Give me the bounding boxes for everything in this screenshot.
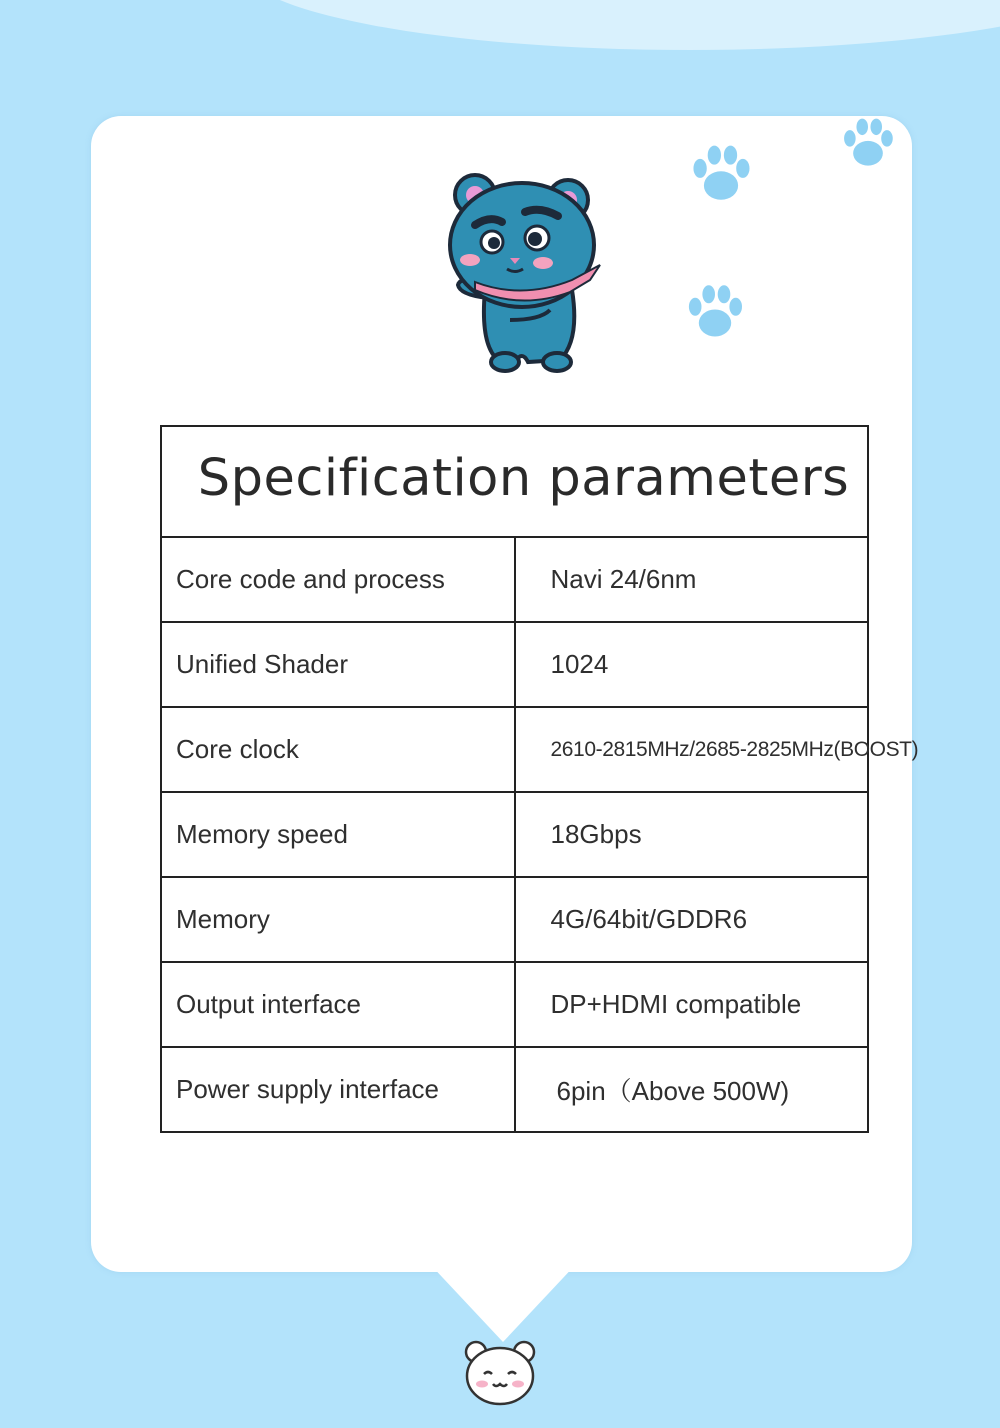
- table-row: [161, 877, 868, 962]
- paw-print-icon: [676, 278, 754, 350]
- row-value: 18Gbps: [515, 792, 869, 877]
- row-label: Unified Shader: [161, 622, 515, 707]
- bear-mascot-icon: [440, 170, 610, 380]
- table-row: [161, 622, 868, 707]
- table-row: [161, 707, 868, 792]
- table-row: [161, 1047, 868, 1132]
- row-label: Power supply interface: [161, 1047, 515, 1132]
- spec-title: Specification parameters: [161, 426, 868, 537]
- paw-print-icon: [832, 112, 904, 178]
- row-value: 4G/64bit/GDDR6: [515, 877, 869, 962]
- table-row: [161, 962, 868, 1047]
- row-value: 1024: [515, 622, 869, 707]
- row-label: Output interface: [161, 962, 515, 1047]
- row-label: Core code and process: [161, 537, 515, 622]
- table-row: [161, 792, 868, 877]
- row-label: Memory speed: [161, 792, 515, 877]
- row-label: Core clock: [161, 707, 515, 792]
- row-value: Navi 24/6nm: [515, 537, 869, 622]
- paw-print-icon: [682, 138, 760, 214]
- top-decorative-arc: [240, 0, 1000, 50]
- spec-header-row: [161, 426, 868, 537]
- row-value: 6pin（Above 500W): [515, 1047, 869, 1132]
- table-row: [161, 537, 868, 622]
- row-value: 2610-2815MHz/2685-2825MHz(BOOST): [515, 707, 869, 792]
- card-pointer: [428, 1262, 578, 1342]
- row-value: DP+HDMI compatible: [515, 962, 869, 1047]
- spec-table: [160, 425, 919, 1133]
- row-label: Memory: [161, 877, 515, 962]
- bear-face-icon: [462, 1338, 538, 1408]
